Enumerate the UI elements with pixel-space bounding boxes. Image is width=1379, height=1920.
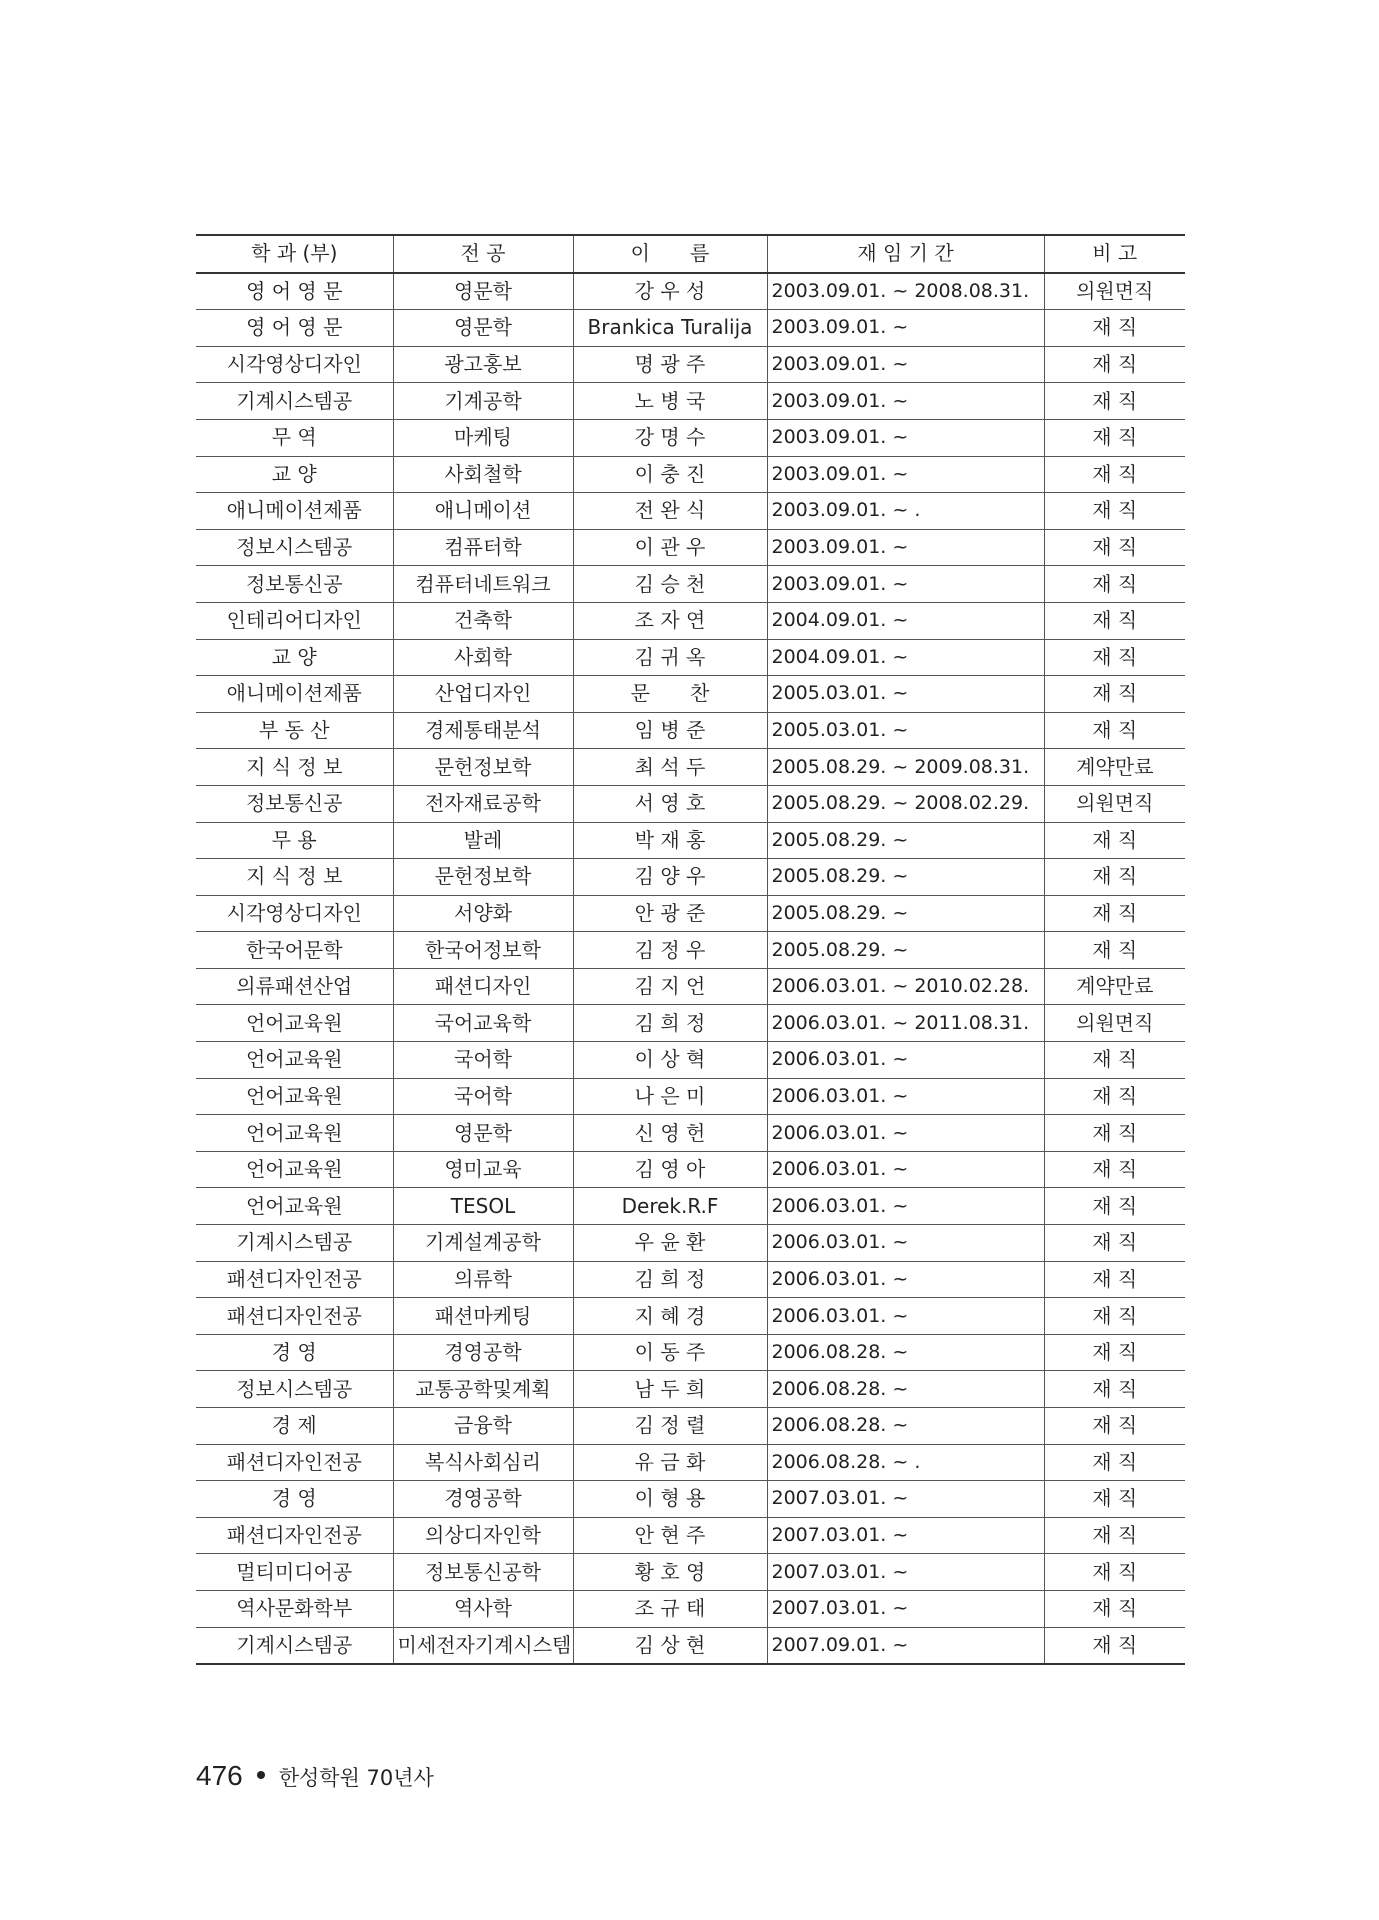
cell-note: 재 직 xyxy=(1044,822,1185,859)
cell-period: 2006.08.28. ~ . xyxy=(767,1444,1044,1481)
table-row xyxy=(196,273,1185,310)
cell-period: 2006.08.28. ~ xyxy=(767,1408,1044,1445)
cell-note: 재 직 xyxy=(1044,1554,1185,1591)
cell-period: 2005.03.01. ~ xyxy=(767,712,1044,749)
cell-name: 김 승 천 xyxy=(573,566,767,603)
cell-major: 사회학 xyxy=(393,639,573,676)
cell-name: 지 혜 경 xyxy=(573,1298,767,1335)
cell-name: 우 윤 환 xyxy=(573,1225,767,1262)
cell-major: 국어학 xyxy=(393,1078,573,1115)
cell-note: 재 직 xyxy=(1044,895,1185,932)
cell-major: 문헌정보학 xyxy=(393,859,573,896)
cell-period: 2005.08.29. ~ xyxy=(767,822,1044,859)
cell-note: 재 직 xyxy=(1044,566,1185,603)
table-row xyxy=(196,1298,1185,1335)
table-row xyxy=(196,1151,1185,1188)
cell-note: 재 직 xyxy=(1044,1042,1185,1079)
cell-name: 이 관 우 xyxy=(573,529,767,566)
header-period: 재 임 기 간 xyxy=(767,235,1044,273)
cell-major: 영문학 xyxy=(393,1115,573,1152)
cell-major: 산업디자인 xyxy=(393,676,573,713)
header-major: 전 공 xyxy=(393,235,573,273)
cell-name: 나 은 미 xyxy=(573,1078,767,1115)
table-row xyxy=(196,712,1185,749)
cell-name: 김 귀 옥 xyxy=(573,639,767,676)
cell-note: 재 직 xyxy=(1044,1334,1185,1371)
cell-major: 복식사회심리 xyxy=(393,1444,573,1481)
table-row xyxy=(196,1444,1185,1481)
cell-department: 패션디자인전공 xyxy=(196,1517,393,1554)
header-name: 이 름 xyxy=(573,235,767,273)
cell-department: 무 역 xyxy=(196,419,393,456)
cell-department: 애니메이션제품 xyxy=(196,493,393,530)
table-row xyxy=(196,566,1185,603)
cell-note: 재 직 xyxy=(1044,1078,1185,1115)
cell-period: 2007.03.01. ~ xyxy=(767,1481,1044,1518)
cell-name: 김 양 우 xyxy=(573,859,767,896)
cell-department: 정보시스템공 xyxy=(196,1371,393,1408)
cell-period: 2006.03.01. ~ xyxy=(767,1078,1044,1115)
cell-period: 2003.09.01. ~ xyxy=(767,346,1044,383)
cell-major: 문헌정보학 xyxy=(393,749,573,786)
cell-name: 이 충 진 xyxy=(573,456,767,493)
cell-note: 계약만료 xyxy=(1044,968,1185,1005)
table-row xyxy=(196,749,1185,786)
table-row xyxy=(196,785,1185,822)
cell-name: 안 광 준 xyxy=(573,895,767,932)
cell-name: 조 자 연 xyxy=(573,602,767,639)
cell-major: 서양화 xyxy=(393,895,573,932)
cell-major: 마케팅 xyxy=(393,419,573,456)
page-footer xyxy=(196,1760,434,1792)
cell-major: 컴퓨터학 xyxy=(393,529,573,566)
cell-note: 재 직 xyxy=(1044,859,1185,896)
cell-department: 무 용 xyxy=(196,822,393,859)
cell-period: 2005.08.29. ~ xyxy=(767,895,1044,932)
cell-period: 2005.08.29. ~ 2008.02.29. xyxy=(767,785,1044,822)
cell-note: 의원면직 xyxy=(1044,273,1185,310)
table-row xyxy=(196,1225,1185,1262)
header-row xyxy=(196,235,1185,273)
cell-note: 재 직 xyxy=(1044,456,1185,493)
cell-period: 2003.09.01. ~ xyxy=(767,383,1044,420)
cell-note: 재 직 xyxy=(1044,676,1185,713)
cell-major: 영문학 xyxy=(393,273,573,310)
cell-name: 이 동 주 xyxy=(573,1334,767,1371)
cell-department: 정보시스템공 xyxy=(196,529,393,566)
page-number: 476 xyxy=(196,1760,243,1791)
cell-note: 재 직 xyxy=(1044,383,1185,420)
cell-note: 재 직 xyxy=(1044,1517,1185,1554)
cell-major: 패션디자인 xyxy=(393,968,573,1005)
cell-department: 역사문화학부 xyxy=(196,1590,393,1627)
table-row xyxy=(196,968,1185,1005)
cell-note: 재 직 xyxy=(1044,1444,1185,1481)
cell-period: 2004.09.01. ~ xyxy=(767,602,1044,639)
cell-period: 2006.03.01. ~ xyxy=(767,1188,1044,1225)
cell-department: 경 영 xyxy=(196,1481,393,1518)
table-row xyxy=(196,676,1185,713)
table-row xyxy=(196,310,1185,347)
cell-name: 조 규 태 xyxy=(573,1590,767,1627)
cell-period: 2007.03.01. ~ xyxy=(767,1554,1044,1591)
cell-department: 언어교육원 xyxy=(196,1151,393,1188)
table-row xyxy=(196,1334,1185,1371)
table-row xyxy=(196,529,1185,566)
cell-period: 2006.03.01. ~ 2011.08.31. xyxy=(767,1005,1044,1042)
cell-major: 정보통신공학 xyxy=(393,1554,573,1591)
table-row xyxy=(196,602,1185,639)
cell-major: 경영공학 xyxy=(393,1481,573,1518)
cell-period: 2003.09.01. ~ xyxy=(767,310,1044,347)
cell-department: 의류패션산업 xyxy=(196,968,393,1005)
cell-name: 박 재 홍 xyxy=(573,822,767,859)
cell-note: 재 직 xyxy=(1044,1481,1185,1518)
cell-period: 2006.03.01. ~ xyxy=(767,1151,1044,1188)
cell-period: 2005.08.29. ~ xyxy=(767,859,1044,896)
cell-major: 경제통태분석 xyxy=(393,712,573,749)
cell-name: 안 현 주 xyxy=(573,1517,767,1554)
cell-name: 최 석 두 xyxy=(573,749,767,786)
cell-department: 멀티미디어공 xyxy=(196,1554,393,1591)
table-body xyxy=(196,273,1185,1665)
cell-name: 전 완 식 xyxy=(573,493,767,530)
cell-name: 김 정 렬 xyxy=(573,1408,767,1445)
cell-note: 재 직 xyxy=(1044,419,1185,456)
cell-period: 2006.03.01. ~ xyxy=(767,1261,1044,1298)
cell-department: 경 영 xyxy=(196,1334,393,1371)
table-row xyxy=(196,895,1185,932)
cell-name: 남 두 희 xyxy=(573,1371,767,1408)
cell-major: 컴퓨터네트워크 xyxy=(393,566,573,603)
cell-period: 2006.03.01. ~ xyxy=(767,1225,1044,1262)
cell-major: 교통공학및계획 xyxy=(393,1371,573,1408)
cell-note: 재 직 xyxy=(1044,346,1185,383)
cell-major: 금융학 xyxy=(393,1408,573,1445)
cell-note: 재 직 xyxy=(1044,1298,1185,1335)
cell-major: 패션마케팅 xyxy=(393,1298,573,1335)
cell-major: 발레 xyxy=(393,822,573,859)
table-row xyxy=(196,493,1185,530)
cell-note: 계약만료 xyxy=(1044,749,1185,786)
cell-period: 2006.08.28. ~ xyxy=(767,1334,1044,1371)
cell-note: 재 직 xyxy=(1044,1408,1185,1445)
cell-department: 영 어 영 문 xyxy=(196,310,393,347)
cell-name: 강 명 수 xyxy=(573,419,767,456)
cell-name: 문 찬 xyxy=(573,676,767,713)
cell-department: 영 어 영 문 xyxy=(196,273,393,310)
cell-period: 2006.03.01. ~ xyxy=(767,1042,1044,1079)
cell-name: 김 희 정 xyxy=(573,1005,767,1042)
cell-name: 김 희 정 xyxy=(573,1261,767,1298)
cell-name: 임 병 준 xyxy=(573,712,767,749)
cell-name: 이 상 혁 xyxy=(573,1042,767,1079)
cell-name: 이 형 용 xyxy=(573,1481,767,1518)
cell-department: 언어교육원 xyxy=(196,1042,393,1079)
cell-note: 의원면직 xyxy=(1044,1005,1185,1042)
cell-department: 패션디자인전공 xyxy=(196,1261,393,1298)
cell-major: 기계공학 xyxy=(393,383,573,420)
table-row xyxy=(196,1078,1185,1115)
cell-department: 교 양 xyxy=(196,456,393,493)
cell-note: 재 직 xyxy=(1044,1115,1185,1152)
cell-period: 2004.09.01. ~ xyxy=(767,639,1044,676)
cell-period: 2005.03.01. ~ xyxy=(767,676,1044,713)
cell-major: 국어교육학 xyxy=(393,1005,573,1042)
cell-name: 김 상 현 xyxy=(573,1627,767,1664)
table-header xyxy=(196,235,1185,273)
cell-department: 언어교육원 xyxy=(196,1188,393,1225)
cell-major: 한국어정보학 xyxy=(393,932,573,969)
cell-department: 언어교육원 xyxy=(196,1115,393,1152)
cell-note: 재 직 xyxy=(1044,1225,1185,1262)
table-row xyxy=(196,456,1185,493)
cell-major: 국어학 xyxy=(393,1042,573,1079)
cell-department: 인테리어디자인 xyxy=(196,602,393,639)
table-row xyxy=(196,932,1185,969)
cell-period: 2006.03.01. ~ 2010.02.28. xyxy=(767,968,1044,1005)
table-row xyxy=(196,1481,1185,1518)
cell-department: 패션디자인전공 xyxy=(196,1444,393,1481)
table-row xyxy=(196,1188,1185,1225)
cell-major: 역사학 xyxy=(393,1590,573,1627)
table-row xyxy=(196,419,1185,456)
cell-department: 언어교육원 xyxy=(196,1078,393,1115)
cell-period: 2003.09.01. ~ xyxy=(767,419,1044,456)
cell-major: 영미교육 xyxy=(393,1151,573,1188)
cell-department: 애니메이션제품 xyxy=(196,676,393,713)
cell-note: 재 직 xyxy=(1044,932,1185,969)
table-row xyxy=(196,1042,1185,1079)
cell-period: 2006.03.01. ~ xyxy=(767,1298,1044,1335)
cell-note: 재 직 xyxy=(1044,1627,1185,1664)
cell-period: 2007.09.01. ~ xyxy=(767,1627,1044,1664)
cell-major: 미세전자기계시스템 xyxy=(393,1627,573,1664)
table-row xyxy=(196,383,1185,420)
cell-department: 정보통신공 xyxy=(196,566,393,603)
cell-note: 재 직 xyxy=(1044,712,1185,749)
table-row xyxy=(196,346,1185,383)
cell-note: 재 직 xyxy=(1044,639,1185,676)
table-row xyxy=(196,1554,1185,1591)
cell-department: 패션디자인전공 xyxy=(196,1298,393,1335)
faculty-roster-table xyxy=(196,234,1185,1665)
cell-department: 기계시스템공 xyxy=(196,383,393,420)
cell-period: 2003.09.01. ~ xyxy=(767,566,1044,603)
header-note: 비 고 xyxy=(1044,235,1185,273)
table-row xyxy=(196,859,1185,896)
cell-department: 부 동 산 xyxy=(196,712,393,749)
cell-note: 재 직 xyxy=(1044,529,1185,566)
cell-note: 재 직 xyxy=(1044,1261,1185,1298)
table-row xyxy=(196,1115,1185,1152)
cell-period: 2007.03.01. ~ xyxy=(767,1517,1044,1554)
cell-department: 정보통신공 xyxy=(196,785,393,822)
cell-major: 의상디자인학 xyxy=(393,1517,573,1554)
cell-major: 의류학 xyxy=(393,1261,573,1298)
cell-major: 경영공학 xyxy=(393,1334,573,1371)
cell-name: 김 영 아 xyxy=(573,1151,767,1188)
cell-period: 2006.03.01. ~ xyxy=(767,1115,1044,1152)
cell-major: 광고홍보 xyxy=(393,346,573,383)
cell-department: 한국어문학 xyxy=(196,932,393,969)
cell-department: 교 양 xyxy=(196,639,393,676)
cell-name: 황 호 영 xyxy=(573,1554,767,1591)
cell-major: 건축학 xyxy=(393,602,573,639)
table-row xyxy=(196,1517,1185,1554)
cell-department: 기계시스템공 xyxy=(196,1225,393,1262)
cell-period: 2003.09.01. ~ xyxy=(767,529,1044,566)
cell-note: 재 직 xyxy=(1044,493,1185,530)
cell-major: 애니메이션 xyxy=(393,493,573,530)
cell-name: 유 금 화 xyxy=(573,1444,767,1481)
cell-name: 서 영 호 xyxy=(573,785,767,822)
cell-note: 재 직 xyxy=(1044,1188,1185,1225)
cell-department: 경 제 xyxy=(196,1408,393,1445)
cell-period: 2005.08.29. ~ 2009.08.31. xyxy=(767,749,1044,786)
table-row xyxy=(196,1371,1185,1408)
table-row xyxy=(196,1408,1185,1445)
cell-note: 재 직 xyxy=(1044,1151,1185,1188)
bullet-separator xyxy=(257,1771,265,1779)
cell-name: Derek.R.F xyxy=(573,1188,767,1225)
table-row xyxy=(196,1590,1185,1627)
cell-major: 사회철학 xyxy=(393,456,573,493)
book-title: 한성학원 70년사 xyxy=(278,1766,434,1790)
cell-major: 영문학 xyxy=(393,310,573,347)
cell-major: TESOL xyxy=(393,1188,573,1225)
cell-period: 2005.08.29. ~ xyxy=(767,932,1044,969)
header-department: 학 과 (부) xyxy=(196,235,393,273)
table-row xyxy=(196,1627,1185,1664)
cell-department: 시각영상디자인 xyxy=(196,346,393,383)
cell-department: 시각영상디자인 xyxy=(196,895,393,932)
cell-note: 재 직 xyxy=(1044,602,1185,639)
cell-name: Brankica Turalija xyxy=(573,310,767,347)
cell-department: 기계시스템공 xyxy=(196,1627,393,1664)
cell-name: 신 영 헌 xyxy=(573,1115,767,1152)
cell-period: 2003.09.01. ~ . xyxy=(767,493,1044,530)
cell-period: 2006.08.28. ~ xyxy=(767,1371,1044,1408)
table-row xyxy=(196,1261,1185,1298)
cell-note: 재 직 xyxy=(1044,1590,1185,1627)
cell-name: 강 우 성 xyxy=(573,273,767,310)
cell-major: 전자재료공학 xyxy=(393,785,573,822)
table-row xyxy=(196,1005,1185,1042)
cell-period: 2007.03.01. ~ xyxy=(767,1590,1044,1627)
cell-note: 재 직 xyxy=(1044,1371,1185,1408)
cell-name: 명 광 주 xyxy=(573,346,767,383)
cell-period: 2003.09.01. ~ xyxy=(767,456,1044,493)
cell-major: 기계설계공학 xyxy=(393,1225,573,1262)
cell-note: 재 직 xyxy=(1044,310,1185,347)
cell-name: 김 정 우 xyxy=(573,932,767,969)
cell-department: 지 식 정 보 xyxy=(196,749,393,786)
cell-note: 의원면직 xyxy=(1044,785,1185,822)
cell-name: 노 병 국 xyxy=(573,383,767,420)
table-row xyxy=(196,639,1185,676)
table-row xyxy=(196,822,1185,859)
cell-department: 언어교육원 xyxy=(196,1005,393,1042)
cell-period: 2003.09.01. ~ 2008.08.31. xyxy=(767,273,1044,310)
cell-name: 김 지 언 xyxy=(573,968,767,1005)
cell-department: 지 식 정 보 xyxy=(196,859,393,896)
